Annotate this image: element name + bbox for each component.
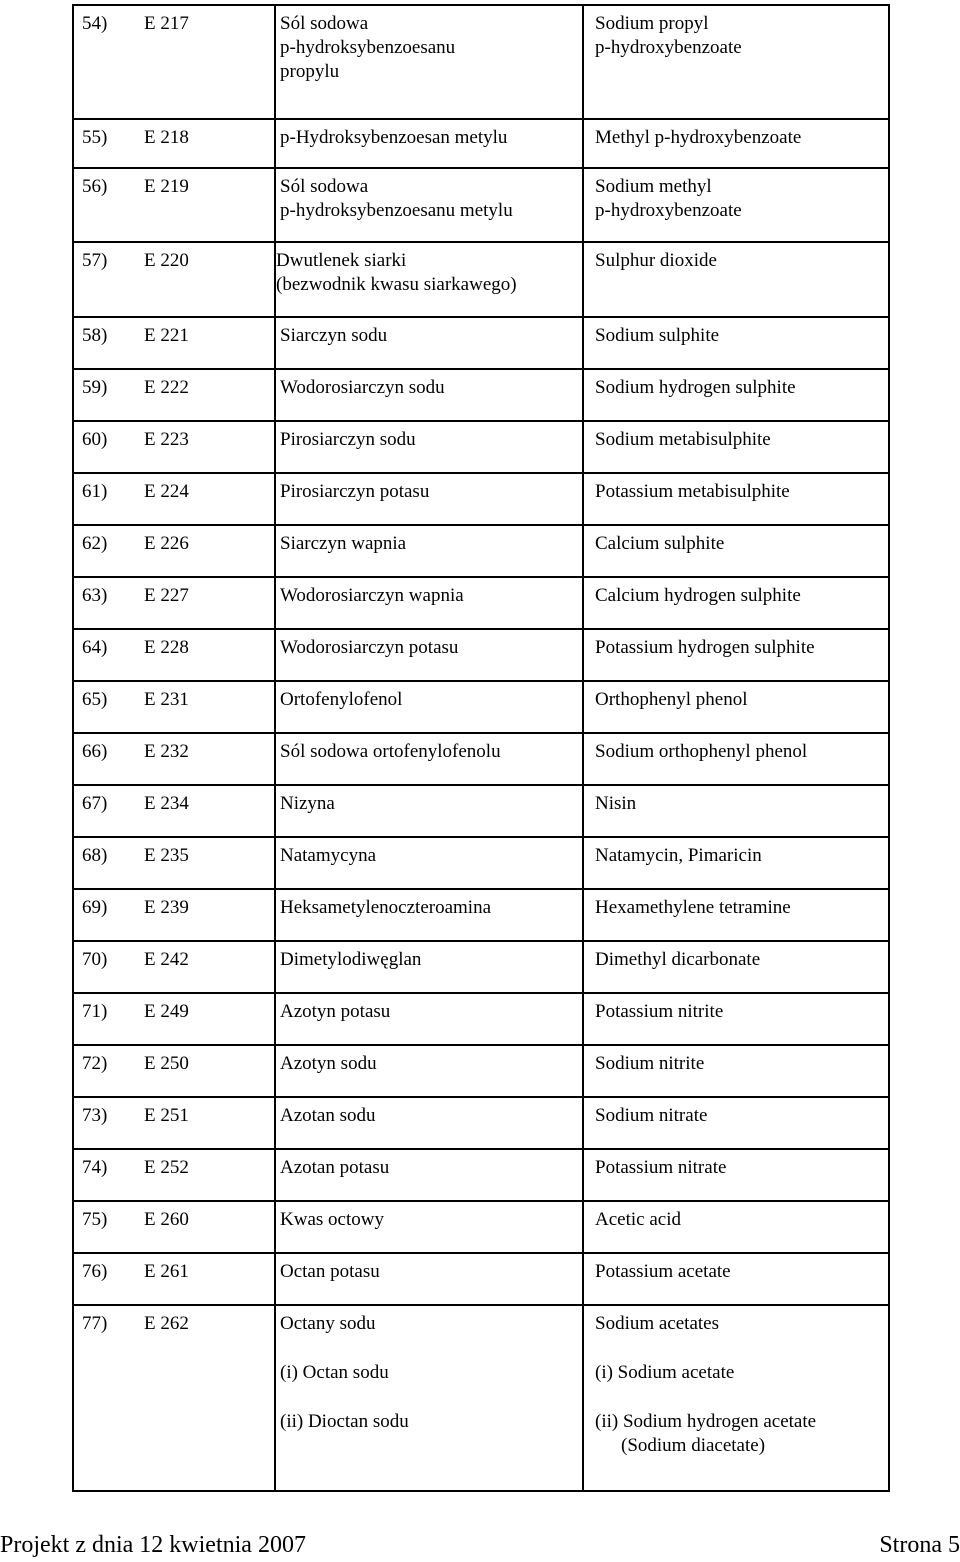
e-code: E 231: [144, 689, 189, 710]
table-row: [73, 1253, 889, 1305]
table-row: [73, 577, 889, 629]
table-row: [73, 1149, 889, 1201]
e-code: E 217: [144, 13, 189, 34]
code-cell: [73, 733, 275, 785]
english-name-cell: [583, 1305, 889, 1491]
e-code: E 239: [144, 897, 189, 918]
table-row: [73, 525, 889, 577]
e-code: E 220: [144, 250, 189, 271]
polish-name-line: Natamycyna: [280, 845, 377, 866]
polish-name-line: p-hydroksybenzoesanu metylu: [280, 200, 513, 221]
row-number: 55): [82, 127, 108, 148]
code-cell: [73, 242, 275, 317]
english-name-line: Potassium acetate: [595, 1261, 731, 1282]
footer-page-number: Strona 5: [879, 1532, 960, 1558]
footer-draft-date: Projekt z dnia 12 kwietnia 2007: [0, 1532, 306, 1558]
polish-name-cell: [275, 1305, 583, 1491]
polish-name-line: Wodorosiarczyn wapnia: [280, 585, 464, 606]
table-row: [73, 941, 889, 993]
row-number: 77): [82, 1313, 108, 1334]
english-name-line: p-hydroxybenzoate: [595, 200, 742, 221]
polish-name-cell: [275, 119, 583, 168]
row-number: 61): [82, 481, 108, 502]
table-row: [73, 119, 889, 168]
row-number: 66): [82, 741, 108, 762]
polish-name-line: propylu: [280, 61, 340, 82]
polish-name-line: Pirosiarczyn potasu: [280, 481, 430, 502]
english-name-line: Calcium hydrogen sulphite: [595, 585, 801, 606]
e-code: E 252: [144, 1157, 189, 1178]
e-code: E 249: [144, 1001, 189, 1022]
code-cell: [73, 1097, 275, 1149]
e-code: E 224: [144, 481, 189, 502]
polish-name-line: Azotyn sodu: [280, 1053, 377, 1074]
polish-name-line: Siarczyn sodu: [280, 325, 388, 346]
code-cell: [73, 837, 275, 889]
table-row: [73, 317, 889, 369]
code-cell: [73, 525, 275, 577]
e-code: E 250: [144, 1053, 189, 1074]
polish-name-line: p-hydroksybenzoesanu: [280, 37, 456, 58]
table-row: [73, 5, 889, 119]
table-row: [73, 993, 889, 1045]
english-name-line: Sulphur dioxide: [595, 250, 717, 271]
table-row: [73, 1201, 889, 1253]
row-number: 65): [82, 689, 108, 710]
english-name-cell: [583, 242, 889, 317]
english-subitem: (ii) Sodium hydrogen acetate: [595, 1411, 817, 1432]
polish-name-cell: [275, 1253, 583, 1305]
code-cell: [73, 5, 275, 119]
polish-name-cell: [275, 993, 583, 1045]
code-cell: [73, 629, 275, 681]
table-row: [73, 421, 889, 473]
english-name-line: Sodium sulphite: [595, 325, 720, 346]
table-row: [73, 681, 889, 733]
e-code: E 242: [144, 949, 189, 970]
polish-name-cell: [275, 242, 583, 317]
polish-name-cell: [275, 785, 583, 837]
polish-name-cell: [275, 837, 583, 889]
e-code: E 226: [144, 533, 189, 554]
polish-name-cell: [275, 168, 583, 242]
english-name-cell: [583, 837, 889, 889]
code-cell: [73, 577, 275, 629]
polish-name-cell: [275, 369, 583, 421]
polish-name-cell: [275, 733, 583, 785]
english-name-line: Nisin: [595, 793, 637, 814]
english-name-line: Sodium propyl: [595, 13, 709, 34]
table-row: [73, 168, 889, 242]
english-name-cell: [583, 993, 889, 1045]
table-row: [73, 629, 889, 681]
polish-name-line: Kwas octowy: [280, 1209, 384, 1230]
english-name-cell: [583, 525, 889, 577]
row-number: 70): [82, 949, 108, 970]
code-cell: [73, 889, 275, 941]
polish-name-cell: [275, 1097, 583, 1149]
english-name-line: Potassium nitrate: [595, 1157, 727, 1178]
polish-name-line: Ortofenylofenol: [280, 689, 403, 710]
row-number: 58): [82, 325, 108, 346]
polish-name-line: Sól sodowa ortofenylofenolu: [280, 741, 501, 762]
polish-name-line: Octany sodu: [280, 1313, 376, 1334]
english-name-line: Sodium hydrogen sulphite: [595, 377, 796, 398]
polish-name-cell: [275, 525, 583, 577]
polish-name-line: Azotyn potasu: [280, 1001, 391, 1022]
e-code: E 232: [144, 741, 189, 762]
e-code: E 222: [144, 377, 189, 398]
english-name-cell: [583, 473, 889, 525]
row-number: 62): [82, 533, 108, 554]
row-number: 59): [82, 377, 108, 398]
simple-rows: [73, 317, 889, 1305]
english-name-line: Acetic acid: [595, 1209, 681, 1230]
row-number: 76): [82, 1261, 108, 1282]
table-row: [73, 1097, 889, 1149]
english-name-cell: [583, 1201, 889, 1253]
english-name-cell: [583, 1149, 889, 1201]
polish-name-line: Nizyna: [280, 793, 335, 814]
table-row: [73, 369, 889, 421]
code-cell: [73, 119, 275, 168]
table-row: [73, 1045, 889, 1097]
english-name-cell: [583, 785, 889, 837]
english-name-line: Sodium orthophenyl phenol: [595, 741, 808, 762]
english-name-cell: [583, 1097, 889, 1149]
e-code: E 227: [144, 585, 189, 606]
polish-name-cell: [275, 941, 583, 993]
english-name-cell: [583, 681, 889, 733]
polish-name-cell: [275, 681, 583, 733]
english-name-line: Orthophenyl phenol: [595, 689, 748, 710]
english-name-line: Dimethyl dicarbonate: [595, 949, 761, 970]
polish-name-line: Wodorosiarczyn sodu: [280, 377, 445, 398]
table-row: [73, 473, 889, 525]
polish-name-line: Heksametylenoczteroamina: [280, 897, 492, 918]
english-name-cell: [583, 5, 889, 119]
english-name-line: p-hydroxybenzoate: [595, 37, 742, 58]
row-number: 56): [82, 176, 108, 197]
code-cell: [73, 941, 275, 993]
english-name-line: Potassium nitrite: [595, 1001, 724, 1022]
table-row: [73, 1305, 889, 1491]
e-code: E 218: [144, 127, 189, 148]
english-name-line: Natamycin, Pimaricin: [595, 845, 762, 866]
english-name-line: Hexamethylene tetramine: [595, 897, 791, 918]
polish-name-line: Pirosiarczyn sodu: [280, 429, 416, 450]
row-number: 73): [82, 1105, 108, 1126]
polish-name-line: Azotan sodu: [280, 1105, 376, 1126]
english-name-line: Potassium hydrogen sulphite: [595, 637, 815, 658]
code-cell: [73, 421, 275, 473]
english-name-cell: [583, 1045, 889, 1097]
code-cell: [73, 993, 275, 1045]
polish-name-cell: [275, 1149, 583, 1201]
code-cell: [73, 681, 275, 733]
english-name-line: Sodium nitrate: [595, 1105, 708, 1126]
polish-subitem: (ii) Dioctan sodu: [280, 1411, 409, 1432]
polish-name-line: p-Hydroksybenzoesan metylu: [280, 127, 508, 148]
english-subitem: (i) Sodium acetate: [595, 1362, 735, 1383]
code-cell: [73, 1149, 275, 1201]
code-cell: [73, 473, 275, 525]
code-cell: [73, 369, 275, 421]
e-code: E 228: [144, 637, 189, 658]
row-number: 63): [82, 585, 108, 606]
english-subitem: (Sodium diacetate): [621, 1435, 766, 1456]
e-code: E 234: [144, 793, 189, 814]
row-number: 72): [82, 1053, 108, 1074]
english-name-line: Sodium acetates: [595, 1313, 719, 1334]
polish-name-cell: [275, 5, 583, 119]
english-name-line: Sodium nitrite: [595, 1053, 705, 1074]
row-number: 60): [82, 429, 108, 450]
table-row: [73, 889, 889, 941]
e-code: E 260: [144, 1209, 189, 1230]
table-row: [73, 785, 889, 837]
row-number: 68): [82, 845, 108, 866]
table-row: [73, 837, 889, 889]
english-name-cell: [583, 733, 889, 785]
english-name-line: Sodium metabisulphite: [595, 429, 771, 450]
table-row: [73, 242, 889, 317]
last-row-group: [73, 1305, 889, 1491]
polish-name-cell: [275, 1201, 583, 1253]
row-number: 54): [82, 13, 108, 34]
e-code: E 262: [144, 1313, 189, 1334]
code-cell: [73, 785, 275, 837]
english-name-cell: [583, 889, 889, 941]
english-name-cell: [583, 1253, 889, 1305]
english-name-line: Sodium methyl: [595, 176, 712, 197]
code-cell: [73, 1201, 275, 1253]
english-name-cell: [583, 629, 889, 681]
table-body: [73, 5, 889, 317]
polish-name-line: (bezwodnik kwasu siarkawego): [276, 274, 517, 295]
e-code: E 235: [144, 845, 189, 866]
polish-name-cell: [275, 629, 583, 681]
polish-name-cell: [275, 889, 583, 941]
e-code: E 223: [144, 429, 189, 450]
english-name-cell: [583, 119, 889, 168]
english-name-cell: [583, 577, 889, 629]
row-number: 67): [82, 793, 108, 814]
row-number: 64): [82, 637, 108, 658]
polish-name-line: Siarczyn wapnia: [280, 533, 407, 554]
polish-name-line: Wodorosiarczyn potasu: [280, 637, 459, 658]
english-name-cell: [583, 369, 889, 421]
polish-name-line: Azotan potasu: [280, 1157, 390, 1178]
english-name-line: Potassium metabisulphite: [595, 481, 790, 502]
polish-name-line: Sól sodowa: [280, 13, 369, 34]
code-cell: [73, 1305, 275, 1491]
polish-name-cell: [275, 421, 583, 473]
polish-name-line: Sól sodowa: [280, 176, 369, 197]
row-number: 57): [82, 250, 108, 271]
polish-name-line: Dwutlenek siarki: [276, 250, 407, 271]
english-name-line: Methyl p-hydroxybenzoate: [595, 127, 802, 148]
english-name-cell: [583, 421, 889, 473]
e-code: E 219: [144, 176, 189, 197]
polish-name-cell: [275, 577, 583, 629]
english-name-line: Calcium sulphite: [595, 533, 725, 554]
polish-name-cell: [275, 473, 583, 525]
polish-name-line: Octan potasu: [280, 1261, 380, 1282]
code-cell: [73, 1045, 275, 1097]
e-code: E 221: [144, 325, 189, 346]
row-number: 74): [82, 1157, 108, 1178]
polish-name-cell: [275, 1045, 583, 1097]
polish-subitem: (i) Octan sodu: [280, 1362, 389, 1383]
english-name-cell: [583, 317, 889, 369]
polish-name-line: Dimetylodiwęglan: [280, 949, 422, 970]
english-name-cell: [583, 941, 889, 993]
code-cell: [73, 1253, 275, 1305]
code-cell: [73, 168, 275, 242]
table-row: [73, 733, 889, 785]
polish-name-cell: [275, 317, 583, 369]
additives-table: [72, 4, 890, 1492]
row-number: 69): [82, 897, 108, 918]
english-name-cell: [583, 168, 889, 242]
code-cell: [73, 317, 275, 369]
row-number: 75): [82, 1209, 108, 1230]
row-number: 71): [82, 1001, 108, 1022]
e-code: E 251: [144, 1105, 189, 1126]
e-code: E 261: [144, 1261, 189, 1282]
